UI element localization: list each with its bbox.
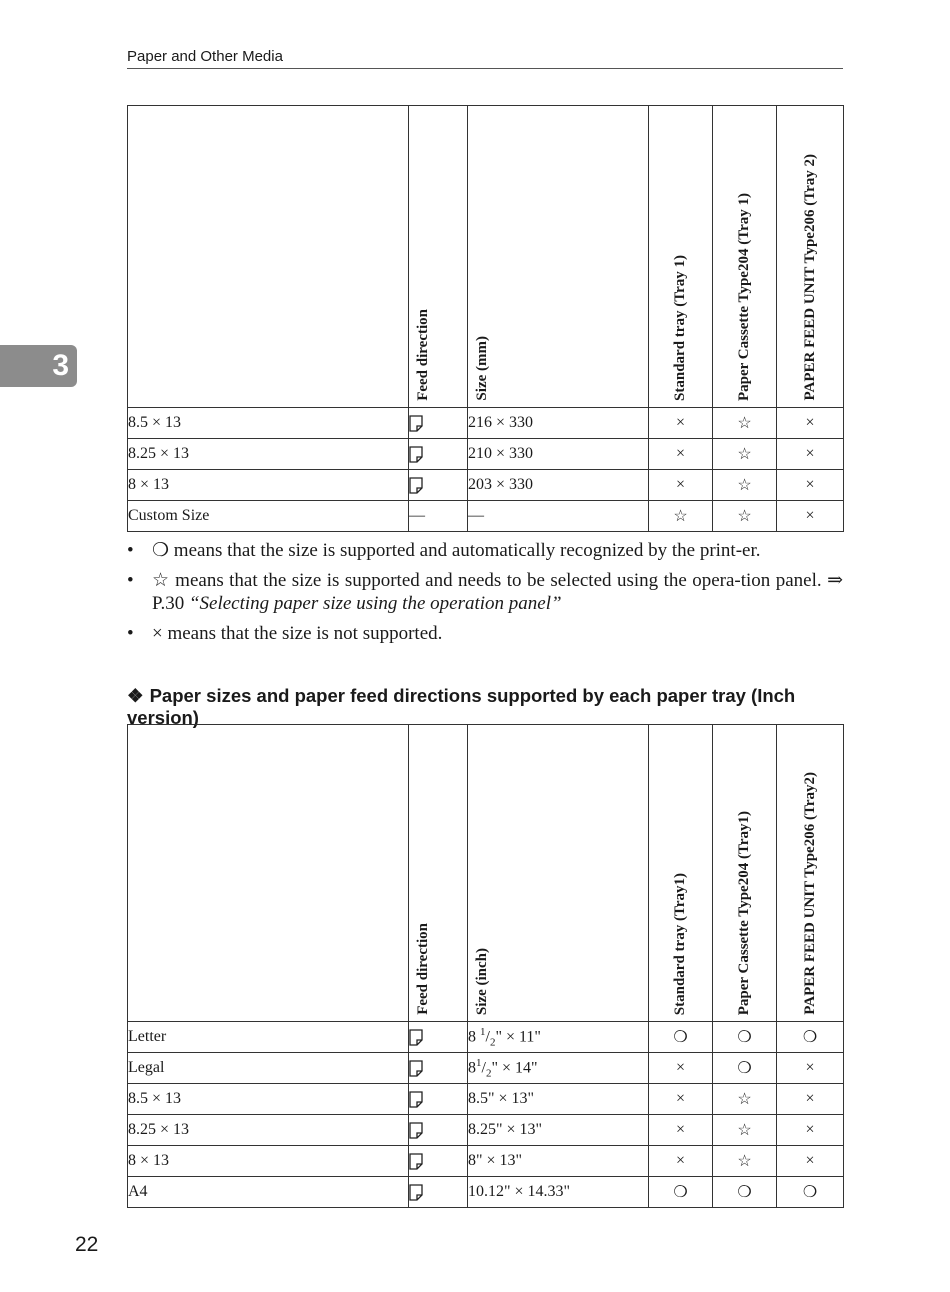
standard-tray-value: ×: [649, 1053, 713, 1084]
row-size: 8.25" × 13": [468, 1115, 649, 1146]
row-name: 8.5 × 13: [128, 408, 409, 439]
bullet-icon: •: [127, 570, 134, 591]
paper-feed-unit-value: ❍: [777, 1022, 844, 1053]
header-paper-cassette: [713, 725, 777, 1022]
legend-notes: [127, 539, 843, 652]
header-paper-feed-unit: [777, 106, 844, 408]
paper-feed-unit-value: ×: [777, 1084, 844, 1115]
note-text: means that the size is not supported.: [167, 623, 443, 644]
header-label: Paper Cassette Type204 (Tray 1): [736, 192, 752, 401]
header-label: PAPER FEED UNIT Type206 (Tray2): [801, 772, 818, 1015]
row-size: 8" × 13": [468, 1146, 649, 1177]
row-size: 216 × 330: [468, 408, 649, 439]
row-name: Legal: [128, 1053, 409, 1084]
chapter-tab: 3: [0, 345, 77, 387]
header-label: Size (inch): [474, 947, 490, 1015]
feed-direction-icon: [409, 1177, 468, 1208]
size-whole: 8: [468, 1059, 476, 1077]
paper-cassette-value: ☆: [713, 408, 777, 439]
note-supported-select: [127, 569, 843, 615]
paper-cassette-value: ☆: [713, 1146, 777, 1177]
feed-direction-value: —: [409, 501, 468, 532]
table-row: [128, 1146, 844, 1177]
note-supported-recognized: [127, 539, 843, 562]
header-paper-feed-unit: [777, 725, 844, 1022]
page-number: 22: [75, 1233, 99, 1256]
header-label: Feed direction: [415, 309, 431, 401]
row-size: 8.5" × 13": [468, 1084, 649, 1115]
header-label: Paper Cassette Type204 (Tray1): [736, 810, 752, 1015]
row-name: 8.5 × 13: [128, 1084, 409, 1115]
diamond-icon: ❖: [127, 685, 144, 706]
size-rest: " × 11": [495, 1028, 541, 1046]
row-size: 10.12" × 14.33": [468, 1177, 649, 1208]
table-row: [128, 1053, 844, 1084]
paper-feed-unit-value: ×: [777, 1146, 844, 1177]
header-paper-cassette: [713, 106, 777, 408]
table-row: [128, 1115, 844, 1146]
section-title: Paper sizes and paper feed directions supported by each paper tray (Inch version): [127, 685, 796, 728]
standard-tray-value: ❍: [649, 1177, 713, 1208]
paper-cassette-value: ☆: [713, 1115, 777, 1146]
header-label: Standard tray (Tray1): [672, 872, 688, 1015]
table-row: [128, 1177, 844, 1208]
row-name: Letter: [128, 1022, 409, 1053]
paper-cassette-value: ☆: [713, 439, 777, 470]
cross-symbol: ×: [152, 623, 163, 644]
row-size: $8^1/_2$" × 14": [468, 1053, 649, 1084]
inch-size-table: [127, 724, 844, 1208]
fraction-numerator: 1: [476, 1056, 482, 1069]
header-feed-direction: [409, 725, 468, 1022]
paper-feed-unit-value: ×: [777, 408, 844, 439]
paper-cassette-value: ❍: [713, 1022, 777, 1053]
header-blank: [128, 106, 409, 408]
table-header-row: [128, 106, 844, 408]
row-name: Custom Size: [128, 501, 409, 532]
paper-cassette-value: ❍: [713, 1053, 777, 1084]
note-text: means that the size is supported and needs to be selected using the opera-tion panel. ⇒ P.30: [152, 570, 843, 614]
page-header: Paper and Other Media: [127, 48, 843, 69]
standard-tray-value: ☆: [649, 501, 713, 532]
standard-tray-value: ×: [649, 1115, 713, 1146]
size-whole: 8: [468, 1028, 480, 1046]
row-name: 8.25 × 13: [128, 439, 409, 470]
header-size: [468, 725, 649, 1022]
fraction-denominator: 2: [489, 1036, 496, 1049]
paper-feed-unit-value: ×: [777, 501, 844, 532]
feed-direction-icon: [409, 1084, 468, 1115]
bullet-icon: •: [127, 540, 134, 561]
standard-tray-value: ×: [649, 408, 713, 439]
paper-feed-unit-value: ×: [777, 439, 844, 470]
header-label: Standard tray (Tray 1): [672, 255, 688, 401]
mm-size-table: [127, 105, 844, 532]
row-name: A4: [128, 1177, 409, 1208]
header-standard-tray: [649, 725, 713, 1022]
feed-direction-icon: [409, 470, 468, 501]
header-blank: [128, 725, 409, 1022]
feed-direction-icon: [409, 1115, 468, 1146]
paper-feed-unit-value: ×: [777, 470, 844, 501]
header-standard-tray: [649, 106, 713, 408]
fraction-denominator: 2: [485, 1067, 492, 1080]
paper-cassette-value: ☆: [713, 501, 777, 532]
table-row: [128, 470, 844, 501]
table-row: [128, 408, 844, 439]
row-size: 8 $^1/_2$" × 11": [468, 1022, 649, 1053]
section-heading: [127, 685, 867, 729]
row-name: 8 × 13: [128, 1146, 409, 1177]
table-row: [128, 1084, 844, 1115]
fraction-numerator: 1: [480, 1025, 486, 1038]
star-symbol: ☆: [152, 570, 170, 591]
row-name: 8.25 × 13: [128, 1115, 409, 1146]
standard-tray-value: ❍: [649, 1022, 713, 1053]
paper-cassette-value: ❍: [713, 1177, 777, 1208]
standard-tray-value: ×: [649, 1146, 713, 1177]
feed-direction-icon: [409, 1053, 468, 1084]
row-size: 210 × 330: [468, 439, 649, 470]
paper-feed-unit-value: ❍: [777, 1177, 844, 1208]
bullet-icon: •: [127, 623, 134, 644]
paper-cassette-value: ☆: [713, 1084, 777, 1115]
feed-direction-icon: [409, 1146, 468, 1177]
note-not-supported: [127, 622, 843, 645]
header-label: Size (mm): [474, 336, 490, 401]
size-rest: " × 14": [491, 1059, 538, 1077]
row-name: 8 × 13: [128, 470, 409, 501]
paper-feed-unit-value: ×: [777, 1053, 844, 1084]
table-row: [128, 501, 844, 532]
header-size: [468, 106, 649, 408]
row-size: 203 × 330: [468, 470, 649, 501]
table-row: [128, 439, 844, 470]
table-row: [128, 1022, 844, 1053]
paper-cassette-value: ☆: [713, 470, 777, 501]
feed-direction-icon: [409, 1022, 468, 1053]
header-label: PAPER FEED UNIT Type206 (Tray 2): [801, 154, 818, 401]
cross-reference-link[interactable]: “Selecting paper size using the operation panel”: [188, 593, 562, 614]
row-size: —: [468, 501, 649, 532]
circle-symbol: ❍: [152, 540, 170, 561]
note-text: means that the size is supported and automatically recognized by the print-er.: [173, 540, 761, 561]
feed-direction-icon: [409, 408, 468, 439]
standard-tray-value: ×: [649, 470, 713, 501]
header-feed-direction: [409, 106, 468, 408]
standard-tray-value: ×: [649, 1084, 713, 1115]
standard-tray-value: ×: [649, 439, 713, 470]
paper-feed-unit-value: ×: [777, 1115, 844, 1146]
feed-direction-icon: [409, 439, 468, 470]
header-label: Feed direction: [415, 923, 431, 1015]
table-header-row: [128, 725, 844, 1022]
